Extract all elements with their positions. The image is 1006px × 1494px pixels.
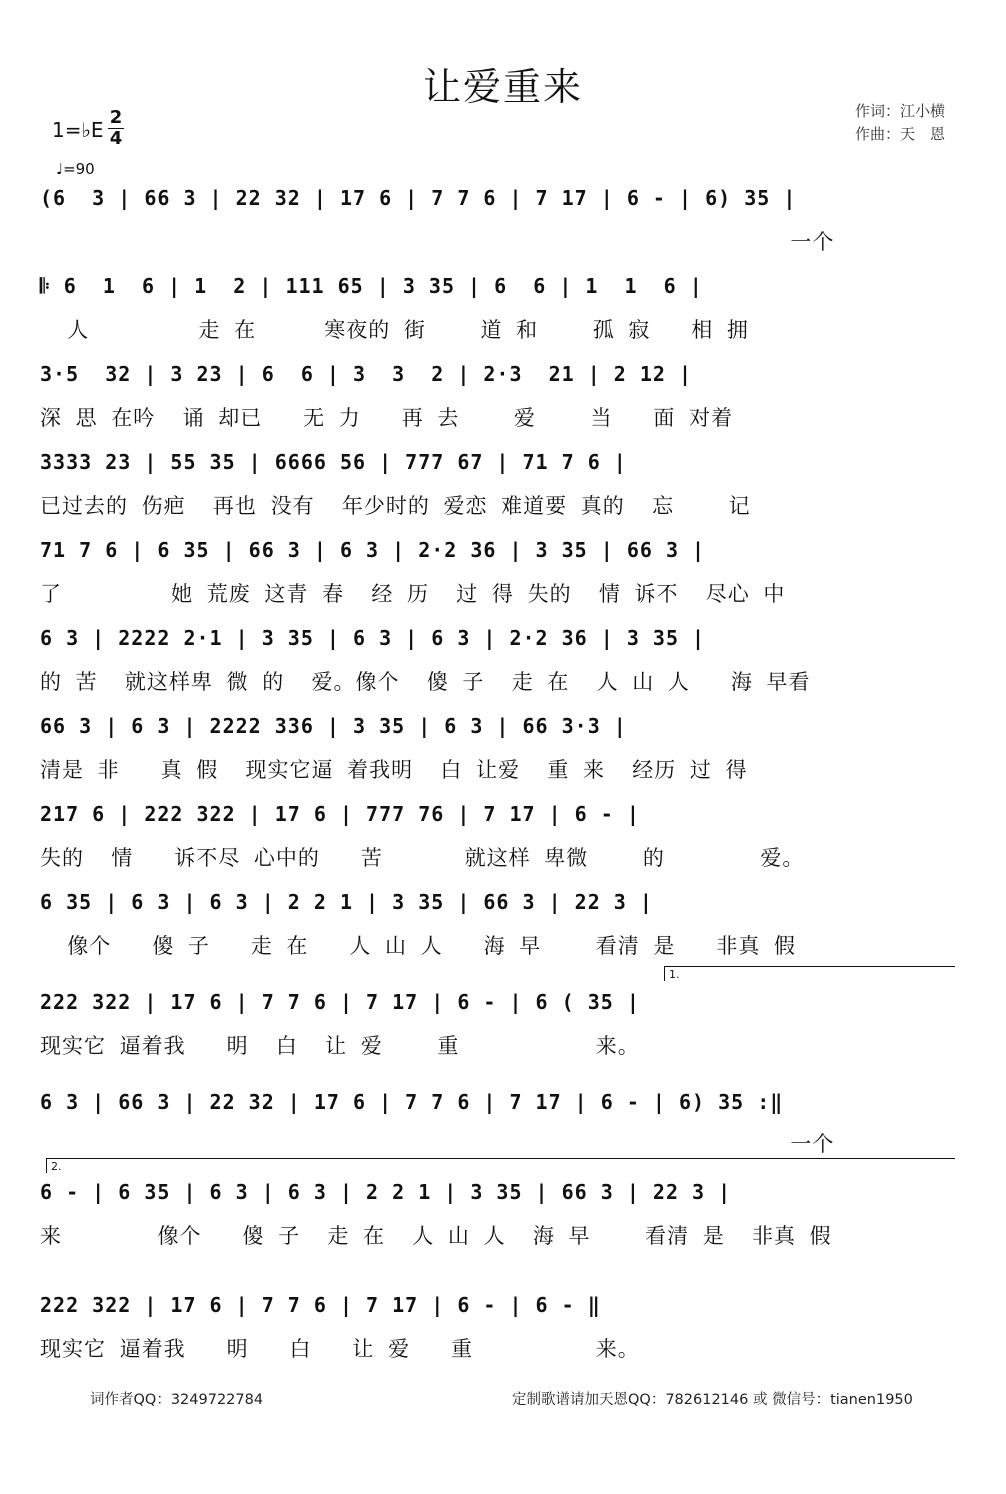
lyrics-row-13: 现实它 逼着我 明 白 让 爱 重 来。: [40, 1337, 640, 1361]
first-ending-label: 1.: [669, 968, 680, 981]
notes-line: 3·5 32 | 3 23 | 6 6 | 3 3 2 | 2·3 21 | 2 12 |: [40, 362, 693, 386]
lyrics-row-3: 深 思 在吟 诵 却已 无 力 再 去 爱 当 面 对着: [40, 406, 734, 430]
notes-line: 222 322 | 17 6 | 7 7 6 | 7 17 | 6 - | 6 - ‖: [40, 1293, 601, 1317]
notes-line: 71 7 6 | 6 35 | 66 3 | 6 3 | 2·2 36 | 3 35 | 66 3 |: [40, 538, 706, 562]
score-row-12: [40, 1180, 965, 1220]
first-ending-bracket: [664, 966, 955, 981]
notes-line: 222 322 | 17 6 | 7 7 6 | 7 17 | 6 - | 6 ( 35 |: [40, 990, 640, 1014]
score-row-3: [40, 362, 965, 402]
lyrics-row-11: 一个: [40, 1132, 835, 1156]
lyrics-row-2: 人 走 在 寒夜的 街 道 和 孤 寂 相 拥: [40, 318, 749, 342]
time-signature: [108, 108, 124, 149]
lyrics-row-9: 像个 傻 子 走 在 人 山 人 海 早 看清 是 非真 假: [40, 934, 797, 958]
score-row-1: [40, 186, 965, 226]
composer-contact: 定制歌谱请加天恩QQ：782612146 或 微信号：tianen1950: [512, 1392, 913, 1408]
lyrics-row-10: 现实它 逼着我 明 白 让 爱 重 来。: [40, 1034, 640, 1058]
notes-line: 6 3 | 2222 2·1 | 3 35 | 6 3 | 6 3 | 2·2 36 | 3 35 |: [40, 626, 706, 650]
score-row-7: [40, 714, 965, 754]
composer-credit: 作曲：天 恩: [855, 125, 946, 143]
second-ending-label: 2.: [51, 1160, 62, 1173]
song-title: 让爱重来: [422, 65, 583, 109]
score-row-4: [40, 450, 965, 490]
time-signature-top: 2: [109, 107, 123, 128]
score-row-6: [40, 626, 965, 666]
lyricist-credit: 作词：江小横: [855, 102, 946, 120]
lyrics-row-5: 了 她 荒废 这青 春 经 历 过 得 失的 情 诉不 尽心 中: [40, 582, 786, 606]
score-row-13: [40, 1293, 965, 1333]
lyrics-row-1: 一个: [40, 230, 835, 254]
score-row-11: [40, 1090, 965, 1130]
notes-line: 6 35 | 6 3 | 6 3 | 2 2 1 | 3 35 | 66 3 | 22 3 |: [40, 890, 653, 914]
lyrics-row-7: 清是 非 真 假 现实它逼 着我明 白 让爱 重 来 经历 过 得: [40, 758, 748, 782]
lyrics-row-12: 来 像个 傻 子 走 在 人 山 人 海 早 看清 是 非真 假: [40, 1224, 832, 1248]
lyrics-row-6: 的 苦 就这样卑 微 的 爱。像个 傻 子 走 在 人 山 人 海 早看: [40, 670, 811, 694]
score-row-10: [40, 990, 965, 1030]
notes-line: 66 3 | 6 3 | 2222 336 | 3 35 | 6 3 | 66 3·3 |: [40, 714, 627, 738]
score-row-5: [40, 538, 965, 578]
notes-line: 𝄆 6 1 6 | 1 2 | 111 65 | 3 35 | 6 6 | 1 1 6 |: [40, 274, 703, 298]
notes-line: 3333 23 | 55 35 | 6666 56 | 777 67 | 71 7 6 |: [40, 450, 627, 474]
time-signature-bottom: 4: [109, 128, 123, 149]
score-row-2: [40, 274, 965, 314]
lyrics-row-8: 失的 情 诉不尽 心中的 苦 就这样 卑微 的 爱。: [40, 846, 805, 870]
tempo-marking: ♩=90: [56, 160, 95, 178]
notes-line: (6 3 | 66 3 | 22 32 | 17 6 | 7 7 6 | 7 17 | 6 - | 6) 35 |: [40, 186, 797, 210]
notes-line: 6 - | 6 35 | 6 3 | 6 3 | 2 2 1 | 3 35 | 66 3 | 22 3 |: [40, 1180, 732, 1204]
score-row-9: [40, 890, 965, 930]
key-signature: 1=♭E: [52, 118, 104, 142]
lyricist-contact: 词作者QQ：3249722784: [90, 1392, 264, 1408]
lyrics-row-4: 已过去的 伤疤 再也 没有 年少时的 爱恋 难道要 真的 忘 记: [40, 494, 751, 518]
notes-line: 6 3 | 66 3 | 22 32 | 17 6 | 7 7 6 | 7 17 | 6 - | 6) 35 :‖: [40, 1090, 784, 1114]
second-ending-bracket: [46, 1158, 955, 1173]
notes-line: 217 6 | 222 322 | 17 6 | 777 76 | 7 17 | 6 - |: [40, 802, 640, 826]
score-row-8: [40, 802, 965, 842]
